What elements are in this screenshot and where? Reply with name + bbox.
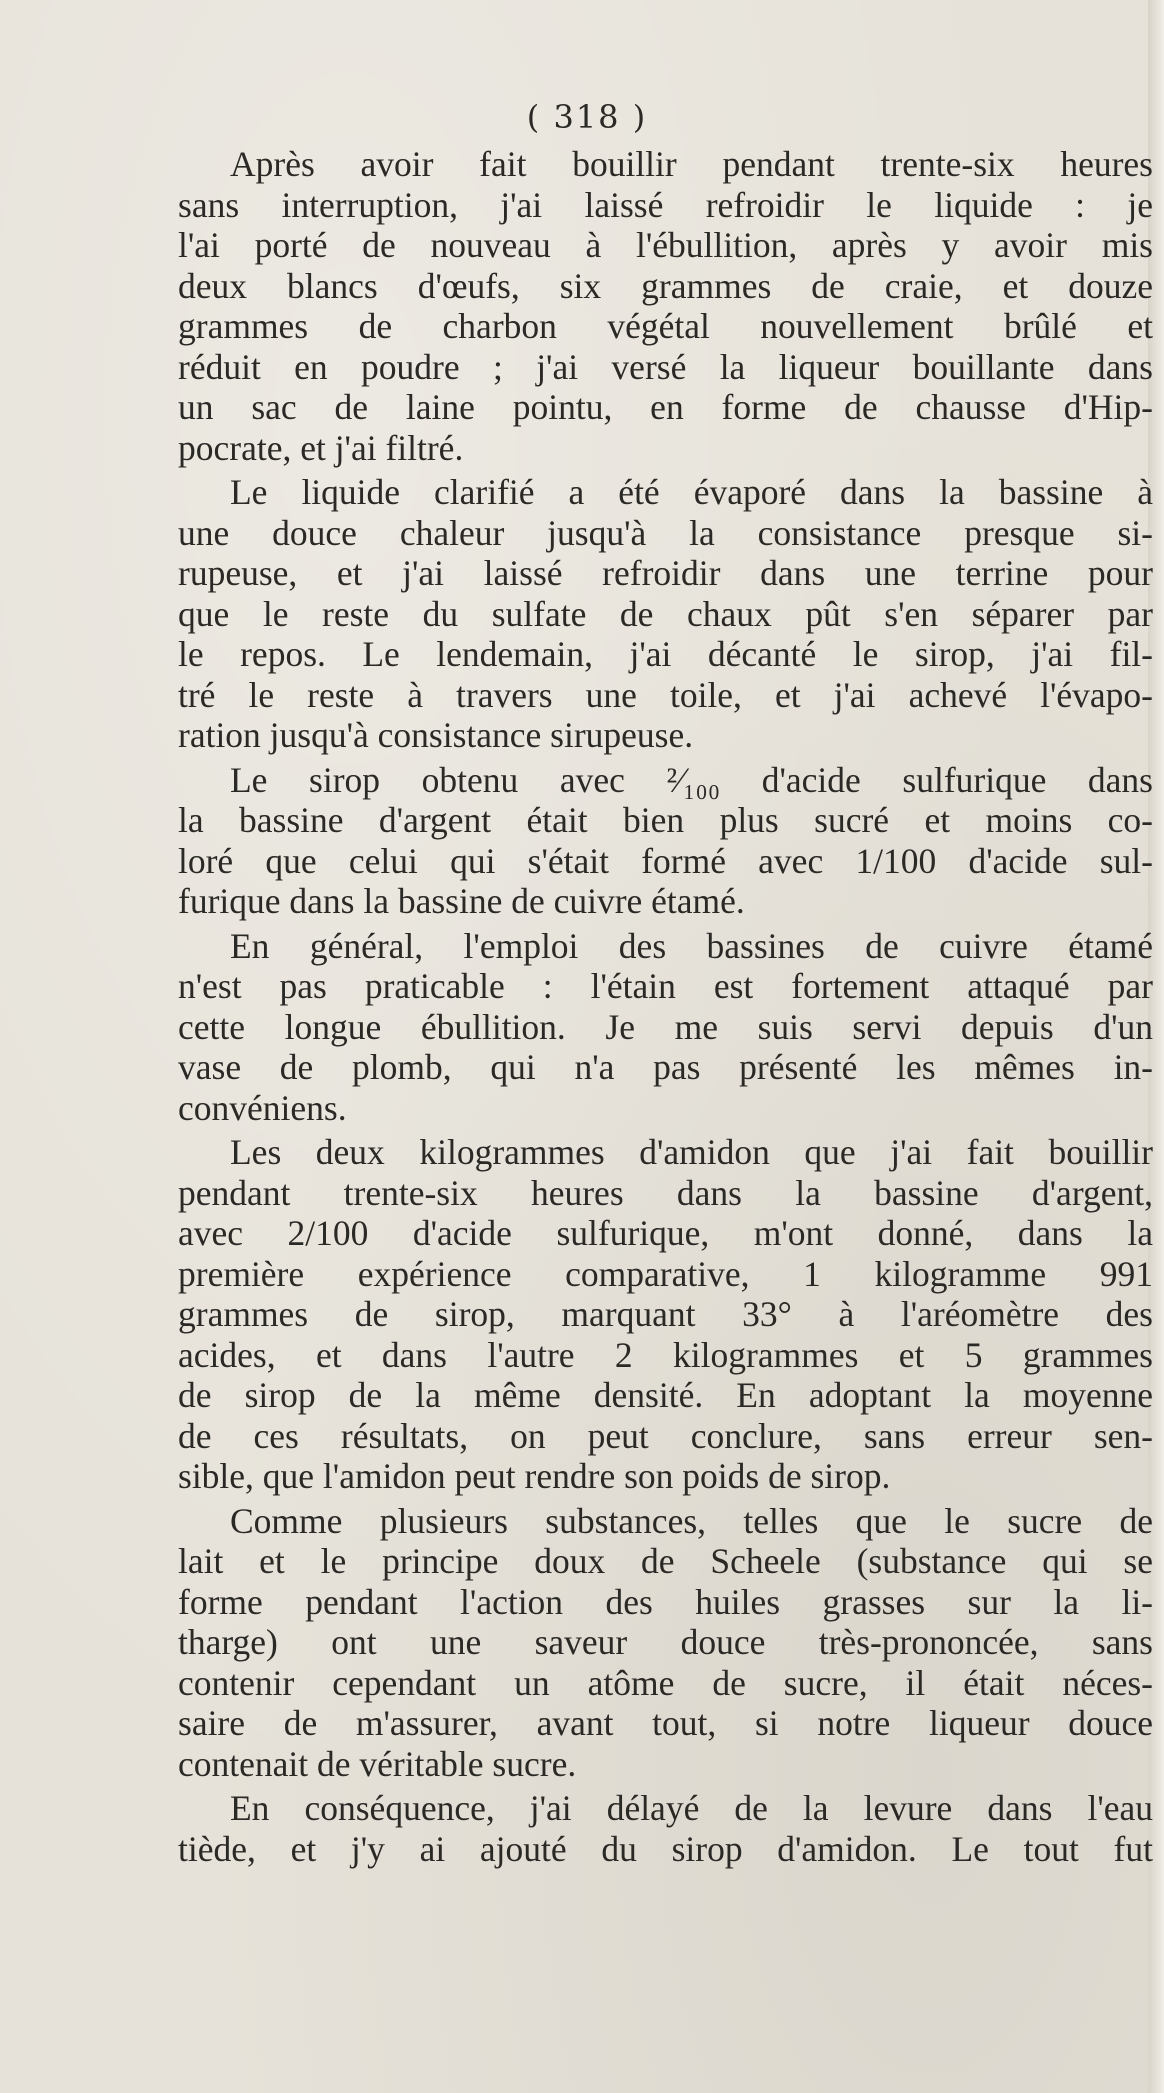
- text-line: saire de m'assurer, avant tout, si notre liqueur douce: [178, 1703, 1153, 1743]
- text-line: que le reste du sulfate de chaux pût s'en séparer par: [178, 593, 1153, 634]
- text-line: avec 2/100 d'acide sulfurique, m'ont donné, dans la: [178, 1213, 1153, 1253]
- paragraph-6: [178, 1501, 1153, 1785]
- text-line: En général, l'emploi des bassines de cuivre étamé: [230, 925, 1153, 966]
- text-line: vase de plomb, qui n'a pas présenté les mêmes in-: [178, 1047, 1153, 1087]
- text-line: forme pendant l'action des huiles grasses sur la li-: [178, 1581, 1153, 1622]
- text-line: furique dans la bassine de cuivre étamé.: [178, 881, 745, 921]
- paragraph-1: [178, 144, 1153, 468]
- text-line: n'est pas praticable : l'étain est fortement attaqué par: [178, 966, 1153, 1006]
- paragraph-4: [178, 926, 1153, 1129]
- page-number: ( 318 ): [526, 98, 648, 136]
- text-line: convéniens.: [178, 1087, 347, 1128]
- text-line: réduit en poudre ; j'ai versé la liqueur bouillante dans: [178, 346, 1153, 387]
- text-line: acides, et dans l'autre 2 kilogrammes et 5 grammes: [178, 1334, 1153, 1375]
- text-line: sans interruption, j'ai laissé refroidir le liquide : je: [178, 184, 1153, 225]
- text-line: contenir cependant un atôme de sucre, il était néces-: [178, 1662, 1153, 1703]
- text-line: tré le reste à travers une toile, et j'ai achevé l'évapo-: [178, 674, 1153, 715]
- paragraph-5: [178, 1132, 1153, 1497]
- text-line: une douce chaleur jusqu'à la consistance presque si-: [178, 512, 1153, 553]
- text-line: l'ai porté de nouveau à l'ébullition, après y avoir mis: [178, 225, 1153, 265]
- text-line: En conséquence, j'ai délayé de la levure dans l'eau: [230, 1788, 1153, 1828]
- text-line: pocrate, et j'ai filtré.: [178, 427, 464, 468]
- text-line: Après avoir fait bouillir pendant trente-six heures: [230, 144, 1153, 184]
- text-line: de sirop de la même densité. En adoptant la moyenne: [178, 1375, 1153, 1415]
- text-line: de ces résultats, on peut conclure, sans erreur sen-: [178, 1415, 1153, 1456]
- text-line: contenait de véritable sucre.: [178, 1743, 577, 1784]
- text-line: grammes de charbon végétal nouvellement brûlé et: [178, 306, 1153, 346]
- text-line: grammes de sirop, marquant 33° à l'aréomètre des: [178, 1294, 1153, 1334]
- text-line: Comme plusieurs substances, telles que le sucre de: [230, 1500, 1153, 1541]
- text-line: la bassine d'argent était bien plus sucré et moins co-: [178, 800, 1153, 840]
- text-line: loré que celui qui s'était formé avec 1/100 d'acide sul-: [178, 840, 1153, 881]
- body-text: [178, 144, 1153, 1869]
- text-line: pendant trente-six heures dans la bassine d'argent,: [178, 1172, 1153, 1213]
- text-line: ration jusqu'à consistance sirupeuse.: [178, 715, 694, 755]
- text-line: Le sirop obtenu avec ²⁄₁₀₀ d'acide sulfurique dans: [230, 759, 1153, 800]
- text-line: sible, que l'amidon peut rendre son poids de sirop.: [178, 1456, 891, 1496]
- text-line: Le liquide clarifié a été évaporé dans la bassine à: [230, 472, 1153, 512]
- text-line: un sac de laine pointu, en forme de chausse d'Hip-: [178, 387, 1153, 427]
- text-line: première expérience comparative, 1 kilogramme 991: [178, 1253, 1153, 1294]
- text-line: lait et le principe doux de Scheele (substance qui se: [178, 1541, 1153, 1581]
- paragraph-7: [178, 1788, 1153, 1869]
- text-line: tharge) ont une saveur douce très-prononcée, sans: [178, 1622, 1153, 1662]
- text-line: rupeuse, et j'ai laissé refroidir dans une terrine pour: [178, 553, 1153, 593]
- text-line: tiède, et j'y ai ajouté du sirop d'amidon. Le tout fut: [178, 1828, 1153, 1869]
- text-line: Les deux kilogrammes d'amidon que j'ai fait bouillir: [230, 1132, 1153, 1172]
- paragraph-3: [178, 760, 1153, 922]
- text-line: deux blancs d'œufs, six grammes de craie, et douze: [178, 265, 1153, 306]
- text-line: le repos. Le lendemain, j'ai décanté le sirop, j'ai fil-: [178, 634, 1153, 674]
- paragraph-2: [178, 472, 1153, 756]
- text-line: cette longue ébullition. Je me suis servi depuis d'un: [178, 1006, 1153, 1047]
